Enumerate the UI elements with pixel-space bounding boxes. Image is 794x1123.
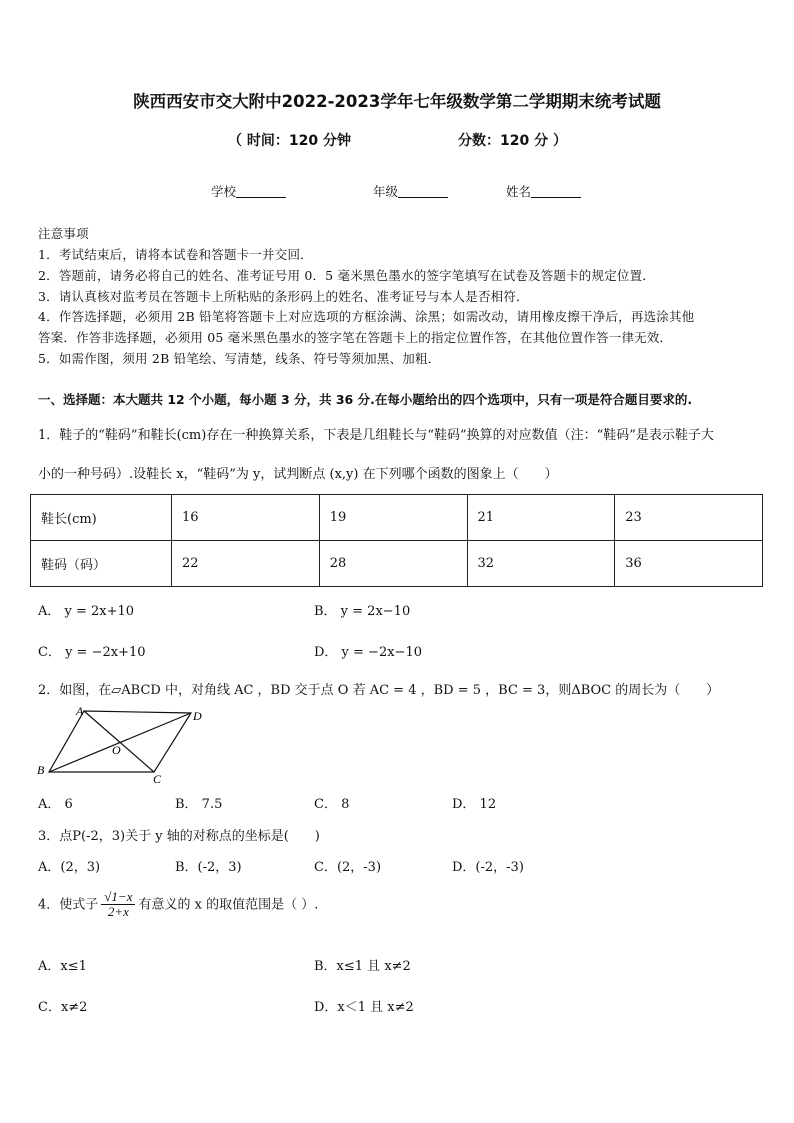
table-cell: 16 [172, 495, 320, 541]
q3-option-c[interactable]: C．(2，-3) [314, 860, 382, 875]
q1-option-d[interactable]: D． y = −2x−10 [314, 645, 422, 660]
q3-option-d[interactable]: D．(-2，-3) [452, 860, 524, 875]
section-heading: 一、选择题：本大题共 12 个小题，每小题 3 分，共 36 分.在每小题给出的四个选项中，只有一项是符合题目要求的. [38, 392, 693, 407]
q4-denominator: 2+x [107, 904, 129, 920]
q4-option-c[interactable]: C．x≠2 [38, 1000, 88, 1015]
label-b: B [37, 763, 45, 777]
q3-stem: 3．点P(-2，3)关于 y 轴的对称点的坐标是( ) [38, 829, 320, 844]
q2-option-a[interactable]: A． 6 [38, 797, 73, 812]
q4-option-b[interactable]: B．x≤1 且 x≠2 [314, 959, 411, 974]
school-field[interactable] [211, 182, 286, 200]
table-cell: 23 [615, 495, 763, 541]
school-label: 学校 [211, 184, 237, 199]
exam-time: （ 时间：120 分钟 [228, 133, 351, 149]
table-cell: 22 [172, 541, 320, 587]
table-cell: 36 [615, 541, 763, 587]
notes-heading: 注意事项 [38, 226, 89, 241]
q1-stem-line1: 1．鞋子的“鞋码”和鞋长(cm)存在一种换算关系，下表是几组鞋长与“鞋码”换算的对应数值（注：“鞋码”是表示鞋子大 [38, 428, 714, 443]
q2-stem: 2．如图，在▱ABCD 中，对角线 AC ，BD 交于点 O 若 AC = 4 ，BD = 5 ，BC = 3，则ΔBOC 的周长为（ ） [38, 683, 720, 698]
shoe-size-table [30, 494, 763, 587]
q4-option-a[interactable]: A．x≤1 [38, 959, 87, 974]
q2-option-d[interactable]: D． 12 [452, 797, 497, 812]
q2-option-c[interactable]: C． 8 [314, 797, 350, 812]
table-cell: 28 [319, 541, 467, 587]
q4-fraction [101, 890, 135, 920]
label-d: D [193, 709, 202, 723]
q4-option-d[interactable]: D．x＜1 且 x≠2 [314, 1000, 414, 1015]
exam-score: 分数：120 分 ） [458, 133, 567, 149]
q1-option-a[interactable]: A． y = 2x+10 [38, 604, 135, 619]
q1-stem-line2: 小的一种号码）.设鞋长 x，“鞋码”为 y，试判断点 (x,y) 在下列哪个函数的图象上（ ） [38, 467, 558, 482]
q4-suffix: 有意义的 x 的取值范围是（ ）. [138, 897, 319, 913]
table-row [31, 495, 763, 541]
q2-option-b[interactable]: B． 7.5 [175, 797, 223, 812]
table-cell: 21 [467, 495, 615, 541]
note-item: 答案．作答非选择题，必须用 05 毫米黑色墨水的签字笔在答题卡上的指定位置作答，在其他位置作答一律无效． [38, 330, 673, 345]
note-item: 5．如需作图，须用 2B 铅笔绘、写清楚，线条、符号等须加黑、加粗． [38, 351, 441, 366]
q1-option-c[interactable]: C． y = −2x+10 [38, 645, 146, 660]
q1-option-b[interactable]: B． y = 2x−10 [314, 604, 411, 619]
q3-option-b[interactable]: B．(-2，3) [175, 860, 242, 875]
note-item: 3．请认真核对监考员在答题卡上所粘贴的条形码上的姓名、准考证号与本人是否相符． [38, 289, 529, 304]
q3-option-a[interactable]: A．(2，3) [38, 860, 101, 875]
label-o: O [112, 743, 121, 757]
label-a: A [76, 704, 84, 718]
q4-stem [38, 890, 318, 920]
parallelogram-figure [34, 702, 202, 786]
name-field[interactable] [506, 182, 581, 200]
table-cell: 32 [467, 541, 615, 587]
q4-prefix: 4．使式子 [38, 897, 99, 913]
diagonal-ac [84, 711, 154, 772]
table-row [31, 541, 763, 587]
q4-numerator: √1−x [101, 890, 135, 905]
table-header-cell: 鞋码（码） [31, 541, 172, 587]
table-cell: 19 [319, 495, 467, 541]
page-title: 陕西西安市交大附中2022-2023学年七年级数学第二学期期末统考试题 [133, 92, 661, 111]
note-item: 2．答题前，请务必将自己的姓名、准考证号用 0．5 毫米黑色墨水的签字笔填写在试卷及答题卡的规定位置． [38, 268, 656, 283]
name-label: 姓名 [506, 184, 532, 199]
table-header-cell: 鞋长(cm) [31, 495, 172, 541]
label-c: C [153, 772, 162, 786]
grade-field[interactable] [373, 182, 448, 200]
grade-label: 年级 [373, 184, 399, 199]
note-item: 4．作答选择题，必须用 2B 铅笔将答题卡上对应选项的方框涂满、涂黑；如需改动，请用橡皮擦干净后，再选涂其他 [38, 309, 695, 324]
note-item: 1．考试结束后，请将本试卷和答题卡一并交回． [38, 247, 313, 262]
